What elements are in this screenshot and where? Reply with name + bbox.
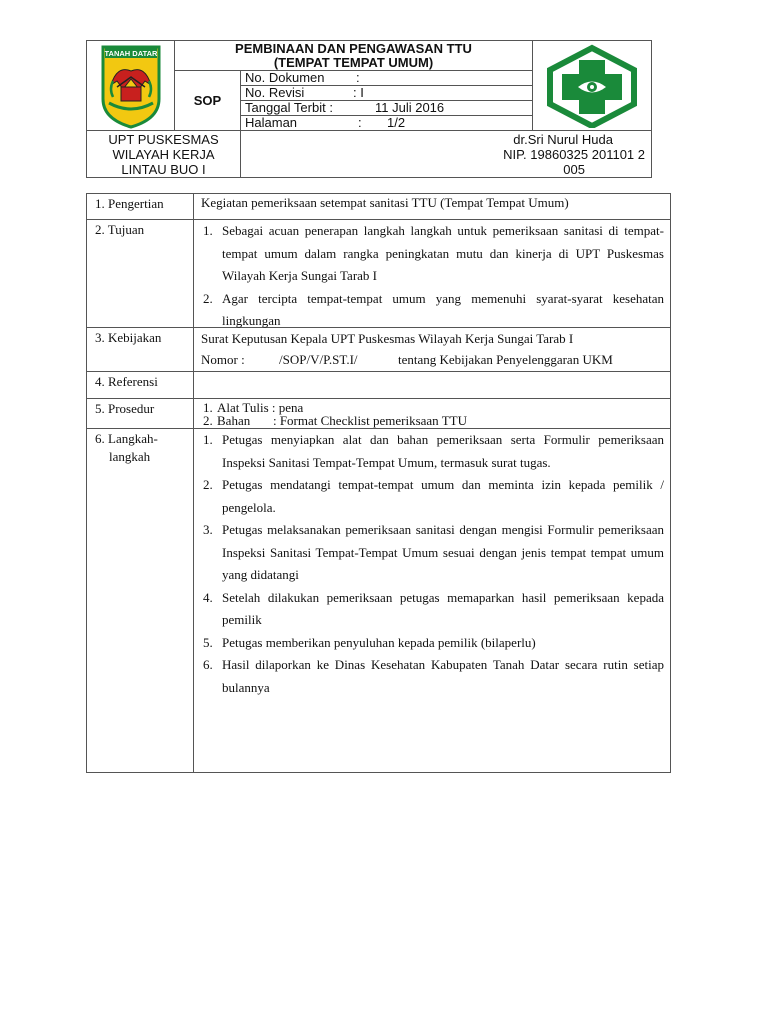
- sop-label: SOP: [175, 71, 241, 131]
- title-line-1: PEMBINAAN DAN PENGAWASAN TTU: [235, 41, 472, 56]
- section-content: [194, 372, 670, 398]
- section-label: 5. Prosedur: [87, 399, 194, 428]
- meta-row-tanggal: [241, 101, 532, 116]
- list-item: 3. Petugas melaksanakan pemeriksaan sanitasi dengan mengisi Formulir pemeriksaan Inspeksi Sanitasi Tempat-Tempat Umum sesuai dengan jenis tempat tempat umum yang didatangi: [203, 522, 664, 582]
- kebijakan-line-2: Nomor : /SOP/V/P.ST.I/ tentang Kebijakan Penyelenggaran UKM: [201, 352, 613, 367]
- section-referensi: [87, 372, 670, 399]
- prosedur-list: [201, 401, 664, 427]
- section-label: 6. Langkah- langkah: [87, 429, 194, 772]
- meta-value: 11 Juli 2016: [375, 100, 445, 115]
- langkah-list: [201, 429, 664, 699]
- list-item: 2. Petugas mendatangi tempat-tempat umum dan meminta izin kepada pemilik / pengelola.: [203, 477, 664, 515]
- tujuan-list: [201, 220, 664, 333]
- section-content: [194, 220, 670, 327]
- sop-content-table: [86, 193, 671, 773]
- puskesmas-logo-cell: [533, 41, 651, 131]
- signer-block: [241, 131, 651, 177]
- document-title: [175, 41, 533, 71]
- section-label: 4. Referensi: [87, 372, 194, 398]
- section-kebijakan: [87, 328, 670, 372]
- list-item: 1. Sebagai acuan penerapan langkah langkah untuk pemeriksaan sanitasi di tempat-tempat umum dalam rangka peningkatan mutu dan kinerja di UPT Puskesmas Wilayah Kerja Sungai Tarab I: [203, 223, 664, 283]
- signer-name: dr.Sri Nurul Huda: [513, 132, 613, 147]
- org-line-3: LINTAU BUO I: [121, 162, 206, 177]
- section-label: 1. Pengertian: [87, 194, 194, 219]
- list-item: 2. Bahan : Format Checklist pemeriksaan TTU: [203, 413, 467, 428]
- puskesmas-cross-icon: [542, 44, 642, 128]
- title-line-2: (TEMPAT TEMPAT UMUM): [273, 55, 434, 70]
- section-tujuan: [87, 220, 670, 328]
- meta-label: No. Dokumen: [245, 70, 325, 85]
- list-item: 2. Agar tercipta tempat-tempat umum yang memenuhi syarat-syarat kesehatan lingkungan: [203, 290, 664, 328]
- signer-nip-line-2: 005: [563, 162, 585, 177]
- org-line-1: UPT PUSKESMAS: [108, 132, 219, 147]
- pengertian-text: Kegiatan pemeriksaan setempat sanitasi TTU (Tempat Tempat Umum): [201, 195, 569, 210]
- section-prosedur: [87, 399, 670, 429]
- meta-label: Tanggal Terbit :: [245, 100, 333, 115]
- meta-row-revisi: [241, 86, 532, 101]
- signer-nip-line-1: NIP. 19860325 201101 2: [503, 147, 645, 162]
- section-pengertian: [87, 194, 670, 220]
- list-item: 5. Petugas memberikan penyuluhan kepada pemilik (bilaperlu): [203, 634, 536, 650]
- svg-text:TANAH DATAR: TANAH DATAR: [104, 49, 158, 58]
- section-content: [194, 399, 670, 428]
- section-langkah: [87, 429, 670, 772]
- regency-logo-cell: [87, 41, 175, 131]
- section-content: [194, 429, 670, 772]
- meta-label: No. Revisi: [245, 85, 305, 100]
- list-item: 4. Setelah dilakukan pemeriksaan petugas memaparkan hasil pemeriksaan kepada pemilik: [203, 589, 664, 627]
- list-item: 6. Hasil dilaporkan ke Dinas Kesehatan Kabupaten Tanah Datar secara rutin setiap bulannya: [203, 657, 664, 695]
- section-content: [194, 328, 670, 371]
- list-item: 1. Petugas menyiapkan alat dan bahan pemeriksaan serta Formulir pemeriksaan Inspeksi Sanitasi Tempat-Tempat Umum, termasuk surat tugas.: [203, 432, 664, 470]
- tanah-datar-emblem-icon: [87, 41, 175, 131]
- meta-value: 1/2: [387, 115, 406, 130]
- section-content: [194, 194, 670, 219]
- meta-colon: : I: [353, 85, 364, 100]
- meta-colon: :: [356, 70, 360, 85]
- meta-row-dokumen: [241, 71, 532, 86]
- org-line-2: WILAYAH KERJA: [112, 147, 215, 162]
- meta-colon: :: [358, 115, 362, 130]
- meta-label: Halaman: [245, 115, 298, 130]
- meta-row-halaman: [241, 116, 532, 131]
- list-item: 1. Alat Tulis : pena: [203, 400, 304, 415]
- section-label: 3. Kebijakan: [87, 328, 194, 371]
- organization-name: [87, 131, 241, 177]
- kebijakan-line-1: Surat Keputusan Kepala UPT Puskesmas Wilayah Kerja Sungai Tarab I: [201, 331, 574, 346]
- document-meta: [241, 71, 533, 131]
- section-label: 2. Tujuan: [87, 220, 194, 327]
- sop-header-table: [86, 40, 652, 178]
